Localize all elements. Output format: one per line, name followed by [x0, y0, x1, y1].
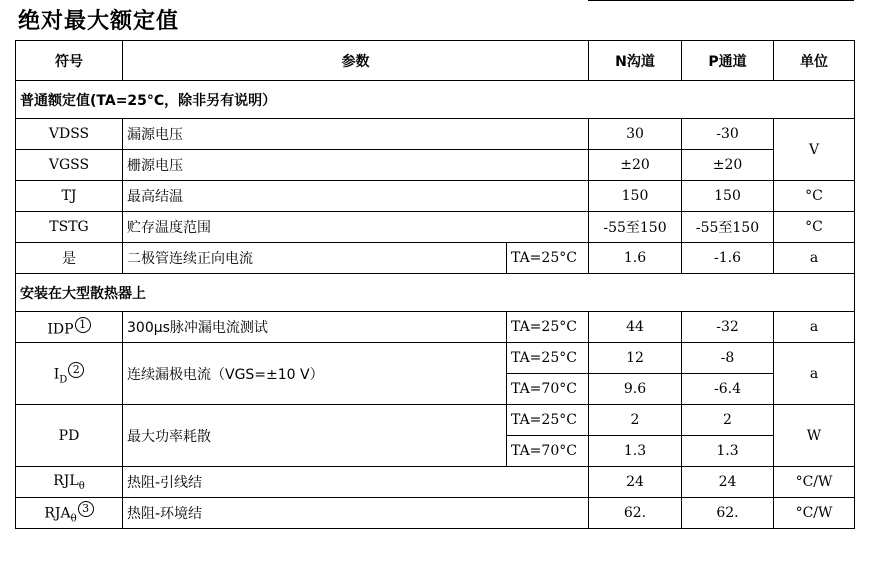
symbol-cell — [16, 312, 123, 343]
param-cell: 热阻-环境结 — [123, 498, 589, 529]
n-value: -55至150 — [589, 212, 682, 243]
table-row — [16, 498, 855, 529]
symbol-text: IDP — [47, 321, 74, 338]
symbol-text: RJL — [53, 472, 79, 489]
table-row — [16, 119, 855, 150]
n-value: ±20 — [589, 150, 682, 181]
symbol-subscript: θ — [78, 480, 85, 492]
n-value: 150 — [589, 181, 682, 212]
param-cell: 300μs脉冲漏电流测试 — [123, 312, 507, 343]
unit-cell: W — [774, 405, 855, 467]
table-row — [16, 405, 855, 436]
n-value: 9.6 — [589, 374, 682, 405]
param-cell: 漏源电压 — [123, 119, 589, 150]
section-row — [16, 81, 855, 119]
symbol-cell — [16, 343, 123, 405]
condition-cell: TA=70°C — [507, 374, 589, 405]
symbol-cell: VDSS — [16, 119, 123, 150]
header-row — [16, 41, 855, 81]
param-cell: 二极管连续正向电流 — [123, 243, 507, 274]
header-param: 参数 — [123, 41, 589, 81]
table-row — [16, 243, 855, 274]
condition-cell: TA=25°C — [507, 343, 589, 374]
symbol-cell: PD — [16, 405, 123, 467]
p-value: -55至150 — [682, 212, 774, 243]
param-cell: 最大功率耗散 — [123, 405, 507, 467]
unit-cell: V — [774, 119, 855, 181]
footnote-mark: 2 — [68, 362, 84, 378]
param-cell: 连续漏极电流（VGS=±10 V） — [123, 343, 507, 405]
symbol-text: I — [53, 366, 60, 383]
symbol-cell: TSTG — [16, 212, 123, 243]
footnote-mark: 1 — [75, 317, 91, 333]
unit-cell: °C/W — [774, 498, 855, 529]
condition-cell: TA=25°C — [507, 243, 589, 274]
condition-cell: TA=25°C — [507, 405, 589, 436]
p-value: -1.6 — [682, 243, 774, 274]
table-row — [16, 343, 855, 374]
n-value: 1.3 — [589, 436, 682, 467]
p-value: -8 — [682, 343, 774, 374]
symbol-cell: VGSS — [16, 150, 123, 181]
unit-cell: °C — [774, 181, 855, 212]
table-row — [16, 212, 855, 243]
symbol-subscript: θ — [70, 513, 77, 525]
top-rule — [588, 0, 854, 1]
table-row — [16, 150, 855, 181]
unit-cell: a — [774, 243, 855, 274]
n-value: 44 — [589, 312, 682, 343]
n-value: 62. — [589, 498, 682, 529]
unit-cell: a — [774, 343, 855, 405]
table-row — [16, 181, 855, 212]
p-value: -32 — [682, 312, 774, 343]
ratings-table — [15, 40, 855, 529]
page-title: 绝对最大额定值 — [18, 9, 180, 34]
table-row — [16, 467, 855, 498]
condition-cell: TA=25°C — [507, 312, 589, 343]
unit-cell: a — [774, 312, 855, 343]
section-title: 安装在大型散热器上 — [16, 274, 855, 312]
header-n: N沟道 — [589, 41, 682, 81]
p-value: 150 — [682, 181, 774, 212]
param-cell: 栅源电压 — [123, 150, 589, 181]
condition-cell: TA=70°C — [507, 436, 589, 467]
p-value: 1.3 — [682, 436, 774, 467]
p-value: -30 — [682, 119, 774, 150]
header-unit: 单位 — [774, 41, 855, 81]
section-row — [16, 274, 855, 312]
header-p: P通道 — [682, 41, 774, 81]
symbol-subscript: D — [59, 374, 68, 386]
n-value: 2 — [589, 405, 682, 436]
symbol-cell: 是 — [16, 243, 123, 274]
n-value: 24 — [589, 467, 682, 498]
symbol-cell — [16, 467, 123, 498]
table-row — [16, 312, 855, 343]
symbol-text: RJA — [44, 505, 71, 522]
n-value: 12 — [589, 343, 682, 374]
param-cell: 最高结温 — [123, 181, 589, 212]
p-value: 62. — [682, 498, 774, 529]
unit-cell: °C/W — [774, 467, 855, 498]
p-value: ±20 — [682, 150, 774, 181]
unit-cell: °C — [774, 212, 855, 243]
footnote-mark: 3 — [78, 501, 94, 517]
section-title: 普通额定值(TA=25°C，除非另有说明） — [16, 81, 855, 119]
param-cell: 贮存温度范围 — [123, 212, 589, 243]
n-value: 1.6 — [589, 243, 682, 274]
p-value: 2 — [682, 405, 774, 436]
symbol-cell — [16, 498, 123, 529]
p-value: -6.4 — [682, 374, 774, 405]
param-cell: 热阻-引线结 — [123, 467, 589, 498]
p-value: 24 — [682, 467, 774, 498]
n-value: 30 — [589, 119, 682, 150]
header-symbol: 符号 — [16, 41, 123, 81]
symbol-cell: TJ — [16, 181, 123, 212]
